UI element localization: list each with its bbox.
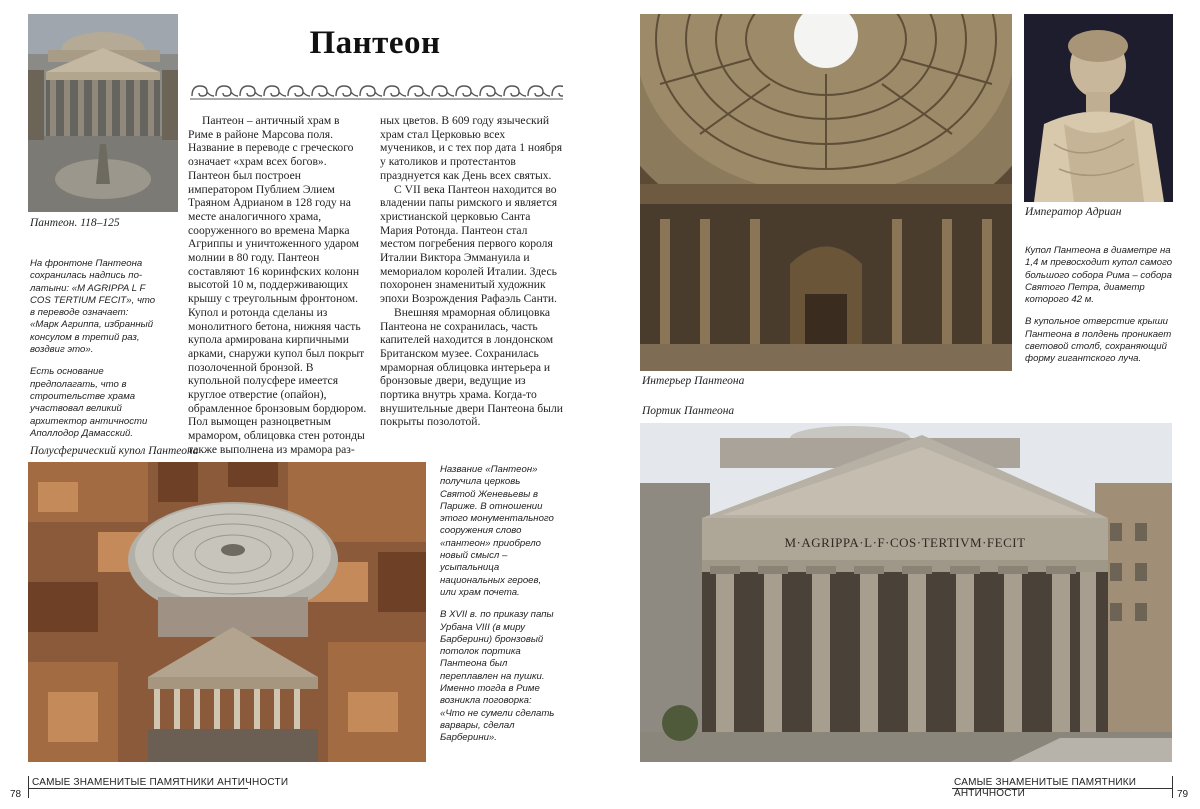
interior-photo [640,14,1012,371]
sidebar-right-p2: В купольное отверстие крыши Пантеона в полдень проникает световой столб, сохраняющий форму гигантского луча. [1025,316,1172,365]
portico-inscription: M·AGRIPPA·L·F·COS·TERTIVM·FECIT [784,535,1026,550]
body-col2-p1: ных цветов. В 609 году языческий храм стал Церковью всех мучеников, и с тех пор дата 1 ноября у католиков и протестантов празднуется как День всех святых. [380,114,563,182]
body-col1-p1: Пантеон – античный храм в Риме в районе Марсова поля. Название в переводе с греческого означает «храм всех богов». Пантеон был построен императором Публием Элием Траяном Адрианом в 128 году на месте аналогичного храма, сооруженного во времена Марка Агриппы и уничтоженного ударом молнии в 80 году. Пантеон составляют 16 коринфских колонн высотой 10 м, поддерживающих крышу с треугольным фронтоном. Купол и ротонда сделаны из монолитного бетона, нижняя часть купола армирована кирпичными арками, снаружи купол был покрыт позолоченной бронзой. В купольной полусфере имеется круглое отверстие (опайон), обрамленное бронзовым бордюром. Пол вымощен разноцветным мрамором, облицовка стен ротонды также выполнена из мрамора раз- [188,114,367,456]
meander-ornament [190,81,563,101]
body-column-1 [188,114,367,457]
caption-dome-aerial: Полусферический купол Пантеона [30,445,199,457]
page-number-right: 79 [1177,789,1189,800]
hadrian-bust-photo [1024,14,1173,202]
pantheon-front-photo [28,14,178,212]
sidebar-middle [440,464,558,755]
sidebar-right-p1: Купол Пантеона в диаметре на 1,4 м превосходит купол самого большого собора Рима – собора Святого Петра, диаметр которого 42 м. [1025,245,1173,306]
page-title: Пантеон [309,25,441,61]
portico-photo [640,423,1172,762]
sidebar-middle-p2: В XVII в. по приказу папы Урбана VIII (в миру Барберини) бронзовый потолок портика Пантеона был переплавлен на пушки. Именно тогда в Риме возникла поговорка: «Что не сумели сделать варвары, сделал Барберини». [440,609,555,744]
caption-hadrian: Император Адриан [1025,206,1122,218]
sidebar-middle-p1: Название «Пантеон» получила церковь Святой Женевьевы в Париже. В отношении этого монументального сооружения слово «пантеон» приобрело новый смысл – усыпальница национальных героев, или храм почета. [440,464,554,598]
caption-portico: Портик Пантеона [642,405,735,417]
footer-left-text: САМЫЕ ЗНАМЕНИТЫЕ ПАМЯТНИКИ АНТИЧНОСТИ [32,777,289,788]
footer-tick-left [28,776,29,798]
footer-right-text: САМЫЕ ЗНАМЕНИТЫЕ ПАМЯТНИКИ АНТИЧНОСТИ [954,777,1137,799]
dome-aerial-photo [28,462,426,762]
caption-interior: Интерьер Пантеона [642,375,745,387]
sidebar-left-p1: На фронтоне Пантеона сохранилась надпись по-латыни: «M AGRIPPA L F COS TERTIUM FECIT», что в переводе означает: «Марк Агриппа, избранный консулом в третий раз, воздвиг это». [30,258,156,356]
sidebar-left-p2: Есть основание предполагать, что в строительстве храма участвовал великий архитектор античности Аполлодор Дамасский. [30,366,148,439]
page-number-left: 78 [10,789,22,800]
body-col2-p2: С VII века Пантеон находится во владении папы римского и является христианской церковью Санта Мария Ротонда. Пантеон стал местом погребения первого короля Италии Виктора Эммануила и мемориалом королей Италии. Здесь похоронен знаменитый художник эпохи Возрождения Рафаэль Санти. [380,182,558,306]
body-column-2 [380,114,563,429]
body-col2-p3: Внешняя мраморная облицовка Пантеона не сохранилась, часть капителей находится в лондонском Британском музее. Сохранилась мраморная облицовка интерьера и бронзовые двери, ведущие из портика внутрь храма. Когда-то внушительные двери Пантеона были покрыты позолотой. [380,305,563,429]
sidebar-left [30,258,158,450]
sidebar-right [1025,245,1175,376]
caption-pantheon: Пантеон. 118–125 [30,217,120,229]
footer-rule-left [28,788,248,789]
